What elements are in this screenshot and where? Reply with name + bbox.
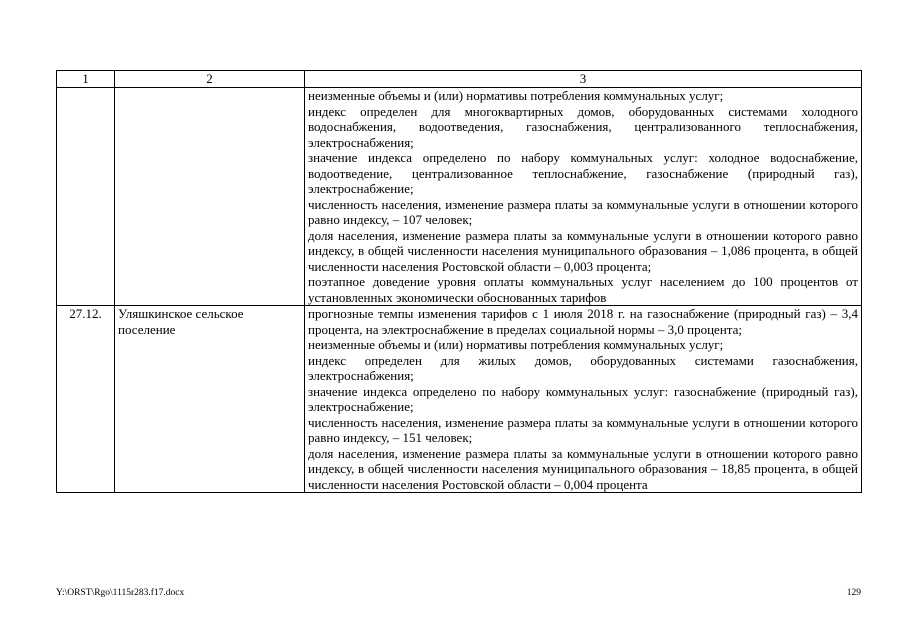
row-number <box>57 88 115 306</box>
table-row <box>57 306 862 493</box>
paragraph: неизменные объемы и (или) нормативы потребления коммунальных услуг; <box>308 88 724 103</box>
municipality-name: Уляшкинское сельское поселение <box>115 306 305 493</box>
row-description <box>305 306 862 493</box>
regulation-table <box>56 70 862 493</box>
page-number: 129 <box>846 588 861 598</box>
paragraph: значение индекса определено по набору коммунальных услуг: холодное водоснабжение, водоотведение, централизованное теплоснабжение, газоснабжение (природный газ), электроснабжение; <box>308 150 858 196</box>
paragraph: численность населения, изменение размера платы за коммунальные услуги в отношении которого равно индексу, – 151 человек; <box>308 414 858 445</box>
paragraph: доля населения, изменение размера платы за коммунальные услуги в отношении которого равно индексу, в общей численности населения муниципального образования – 18,85 процента, в общей численности населения Ростовской области – 0,004 процента <box>308 445 858 492</box>
paragraph: индекс определен для многоквартирных домов, оборудованных системами холодного водоснабжения, водоотведения, газоснабжения, централизованного теплоснабжения, электроснабжения; <box>308 103 858 150</box>
header-col-2: 2 <box>115 71 305 88</box>
row-number: 27.12. <box>57 306 115 493</box>
paragraph: численность населения, изменение размера платы за коммунальные услуги в отношении которого равно индексу, – 107 человек; <box>308 196 858 227</box>
paragraph: прогнозные темпы изменения тарифов с 1 июля 2018 г. на газоснабжение (природный газ) – 3,4 процента, на электроснабжение в пределах социальной нормы – 3,0 процента; <box>308 306 858 337</box>
table-row <box>57 88 862 306</box>
paragraph: поэтапное доведение уровня оплаты коммунальных услуг населением до 100 процентов от установленных экономически обоснованных тарифов <box>308 274 858 305</box>
municipality-name <box>115 88 305 306</box>
file-path-footer: Y:\ORST\Rgo\1115r283.f17.docx <box>56 588 185 598</box>
paragraph: неизменные объемы и (или) нормативы потребления коммунальных услуг; <box>308 337 724 352</box>
paragraph: индекс определен для жилых домов, оборудованных системами газоснабжения, электроснабжения; <box>308 352 858 383</box>
header-col-3: 3 <box>305 71 862 88</box>
row-description <box>305 88 862 306</box>
header-row <box>57 71 862 88</box>
header-col-1: 1 <box>57 71 115 88</box>
paragraph: значение индекса определено по набору коммунальных услуг: газоснабжение (природный газ), электроснабжение; <box>308 383 858 414</box>
paragraph: доля населения, изменение размера платы за коммунальные услуги в отношении которого равно индексу, в общей численности населения муниципального образования – 1,086 процента, в общей численности населения Ростовской области – 0,003 процента; <box>308 227 858 274</box>
